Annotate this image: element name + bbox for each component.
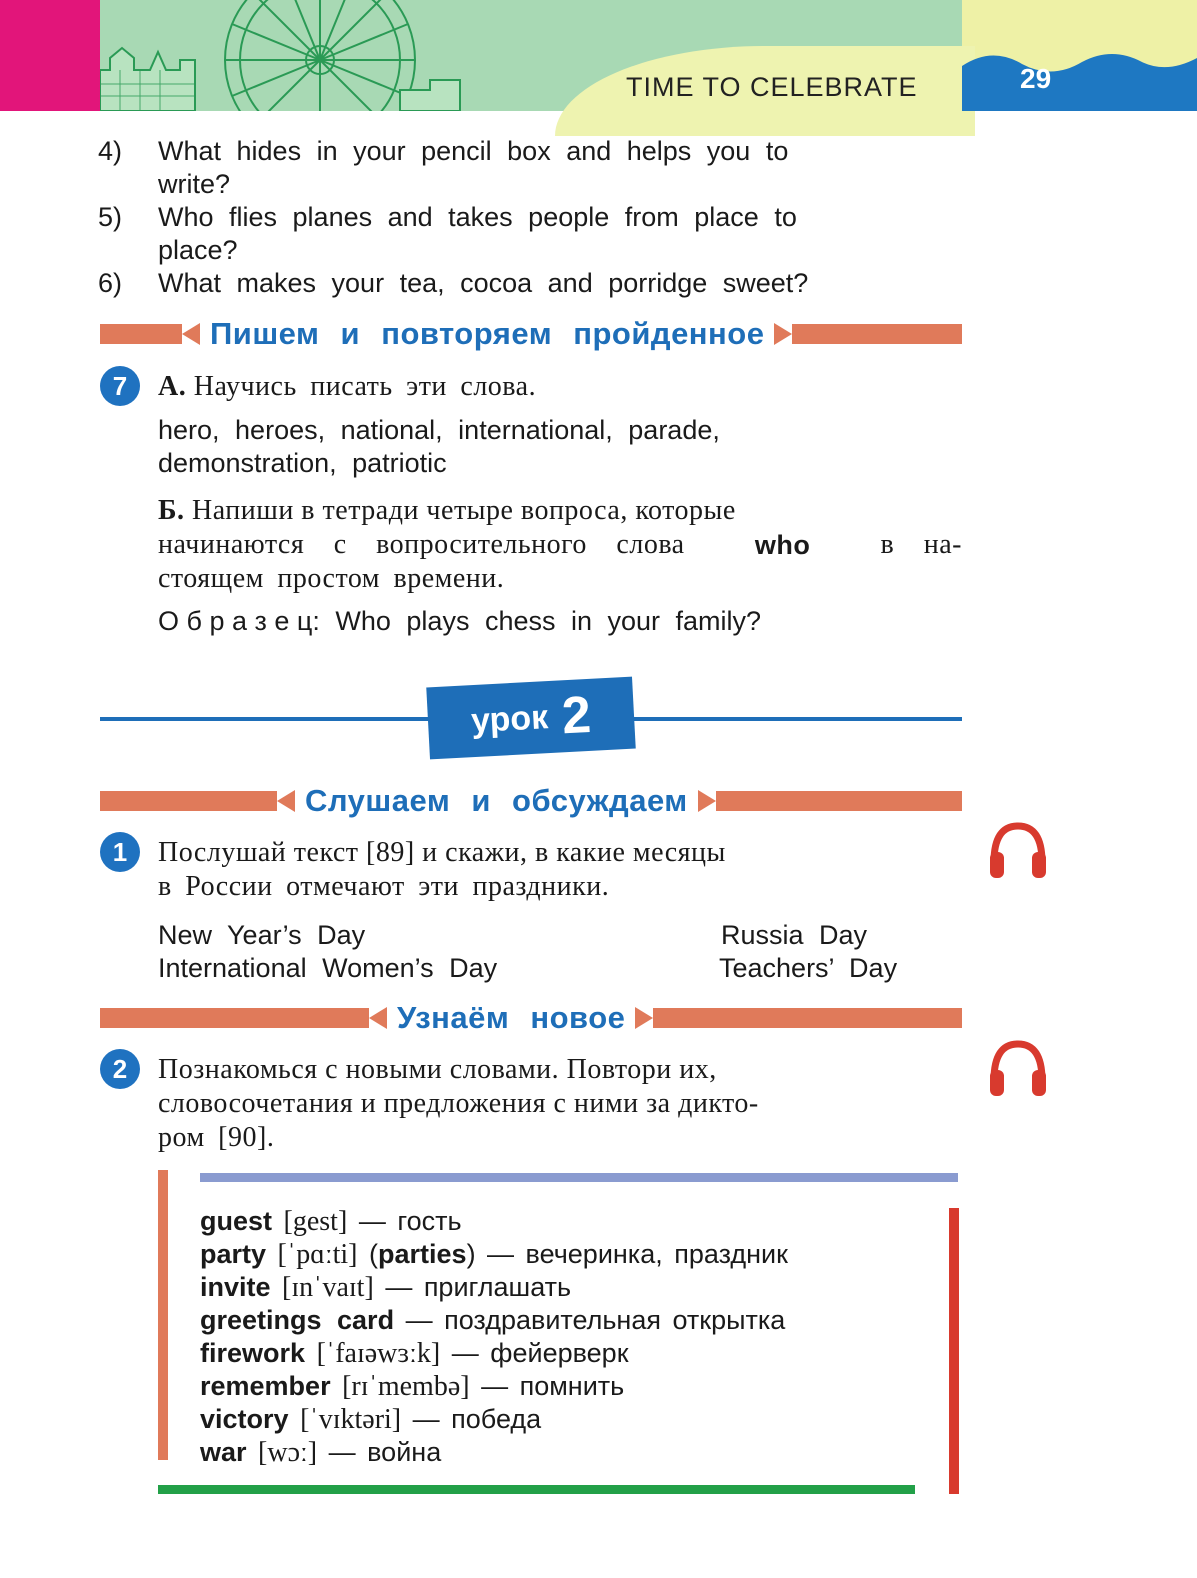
lesson-number: 2	[560, 685, 593, 746]
chevron-left-icon	[369, 1007, 387, 1029]
vocab-item-war	[200, 1436, 441, 1469]
exercise-7b-line2	[158, 528, 962, 562]
question-4-line1: What hides in your pencil box and helps you to	[158, 136, 789, 166]
vocab-word: war	[200, 1437, 247, 1467]
exercise-7b-text: Напиши в тетради четыре вопроса, которые	[192, 495, 736, 526]
sample-text: Who plays chess in your family?	[335, 606, 762, 636]
question-5-number: 5)	[98, 202, 123, 232]
vocab-item-guest	[200, 1205, 462, 1238]
exercise-7-words-line2: demonstration, patriotic	[158, 448, 447, 478]
section-title-1: Пишем и повторяем пройденное	[200, 316, 774, 352]
vocab-box-top-border	[200, 1173, 958, 1182]
exercise-1-line2: в России отмечают эти праздники.	[158, 871, 610, 902]
vocab-word: invite	[200, 1272, 271, 1302]
headphones-icon	[988, 1040, 1048, 1098]
exercise-7b-line1	[158, 494, 962, 528]
exercise-7b-line2-pre: начинаются с вопросительного слова	[158, 529, 685, 560]
vocab-phonetic: [rɪˈmembə]	[342, 1371, 470, 1402]
exercise-7b-label: Б.	[158, 495, 185, 526]
vocab-item-party	[200, 1238, 788, 1271]
vocab-word: guest	[200, 1206, 273, 1236]
exercise-7-number: 7	[100, 366, 140, 406]
lesson-word: урок	[470, 697, 549, 740]
vocab-translation: — война	[328, 1437, 442, 1467]
vocab-item-victory	[200, 1403, 541, 1436]
vocab-word: greetings card	[200, 1305, 395, 1335]
vocab-phonetic: [wɔː]	[258, 1437, 318, 1468]
exercise-7-sample	[158, 605, 761, 638]
question-6-line1: What makes your tea, cocoa and porridge sweet?	[158, 268, 809, 298]
page-number-wave	[962, 46, 1197, 111]
chevron-left-icon	[277, 790, 295, 812]
headphones-icon	[988, 822, 1048, 880]
exercise-7a-instruction	[158, 370, 536, 404]
exercise-7b-line3: стоящем простом времени.	[158, 563, 505, 594]
vocab-phonetic: [gest]	[283, 1206, 348, 1237]
vocab-phonetic: [ɪnˈvaɪt]	[282, 1272, 374, 1303]
holiday-teachers-day: Teachers’ Day	[719, 953, 898, 983]
section-title-1-wrap	[182, 312, 792, 356]
exercise-7-words-line1: hero, heroes, national, international, parade,	[158, 415, 720, 445]
vocab-phonetic: [ˈpɑːti]	[277, 1239, 358, 1270]
question-5-line1: Who flies planes and takes people from place to	[158, 202, 797, 232]
vocab-translation: — приглашать	[385, 1272, 572, 1302]
exercise-2-line3: ром [90].	[158, 1122, 275, 1153]
header-pink-block	[0, 0, 100, 111]
vocab-translation: — фейерверк	[451, 1338, 629, 1368]
vocab-word: victory	[200, 1404, 289, 1434]
question-4-line2: write?	[158, 169, 231, 199]
question-4-number: 4)	[98, 136, 123, 166]
vocab-item-remember	[200, 1370, 624, 1403]
holiday-new-year: New Year’s Day	[158, 920, 366, 950]
chevron-left-icon	[182, 323, 200, 345]
exercise-2-number: 2	[100, 1049, 140, 1089]
vocab-word: party	[200, 1239, 267, 1269]
section-title-3-wrap	[369, 996, 653, 1040]
holiday-womens-day: International Women’s Day	[158, 953, 498, 983]
vocab-translation: — помнить	[481, 1371, 625, 1401]
question-5-line2: place?	[158, 235, 238, 265]
vocab-box-right-border	[949, 1208, 959, 1494]
section-title-2-wrap	[277, 779, 716, 823]
section-title-3: Узнаём новое	[387, 1000, 635, 1036]
unit-title: TIME TO CELEBRATE	[626, 72, 918, 102]
lesson-badge	[426, 677, 635, 760]
exercise-2-line2: словосочетания и предложения с ними за дикто-	[158, 1088, 759, 1119]
vocab-translation: — гость	[358, 1206, 462, 1236]
chevron-right-icon	[774, 323, 792, 345]
section-title-2: Слушаем и обсуждаем	[295, 783, 698, 819]
chevron-right-icon	[635, 1007, 653, 1029]
vocab-translation: — поздравительная открытка	[405, 1305, 786, 1335]
vocab-translation: — победа	[412, 1404, 542, 1434]
exercise-7b-who: who	[754, 530, 811, 560]
exercise-1-line1: Послушай текст [89] и скажи, в какие месяцы	[158, 837, 726, 868]
vocab-item-invite	[200, 1271, 571, 1304]
vocab-box-left-border	[158, 1170, 168, 1460]
vocab-translation: ) — вечеринка, праздник	[466, 1239, 788, 1269]
vocab-word: firework	[200, 1338, 306, 1368]
sample-label: О б р а з е ц:	[158, 606, 320, 636]
vocab-phonetic: [ˈvɪktəri]	[300, 1404, 402, 1435]
page-number: 29	[1020, 63, 1052, 94]
vocab-item-firework	[200, 1337, 629, 1370]
holiday-russia-day: Russia Day	[721, 920, 868, 950]
vocab-plural: parties	[378, 1239, 467, 1269]
exercise-7a-label: А.	[158, 371, 187, 402]
vocab-item-greetings-card	[200, 1304, 785, 1337]
chevron-right-icon	[698, 790, 716, 812]
vocab-word: remember	[200, 1371, 331, 1401]
vocab-paren-open: (	[369, 1239, 379, 1269]
exercise-7a-text: Научись писать эти слова.	[193, 371, 537, 402]
vocab-phonetic: [ˈfaɪəwɜːk]	[316, 1338, 441, 1369]
exercise-1-number: 1	[100, 832, 140, 872]
exercise-2-line1: Познакомься с новыми словами. Повтори их,	[158, 1054, 717, 1085]
exercise-7b-line2-post: в на-	[880, 529, 962, 560]
vocab-box-bottom-border	[158, 1485, 915, 1494]
question-6-number: 6)	[98, 268, 123, 298]
